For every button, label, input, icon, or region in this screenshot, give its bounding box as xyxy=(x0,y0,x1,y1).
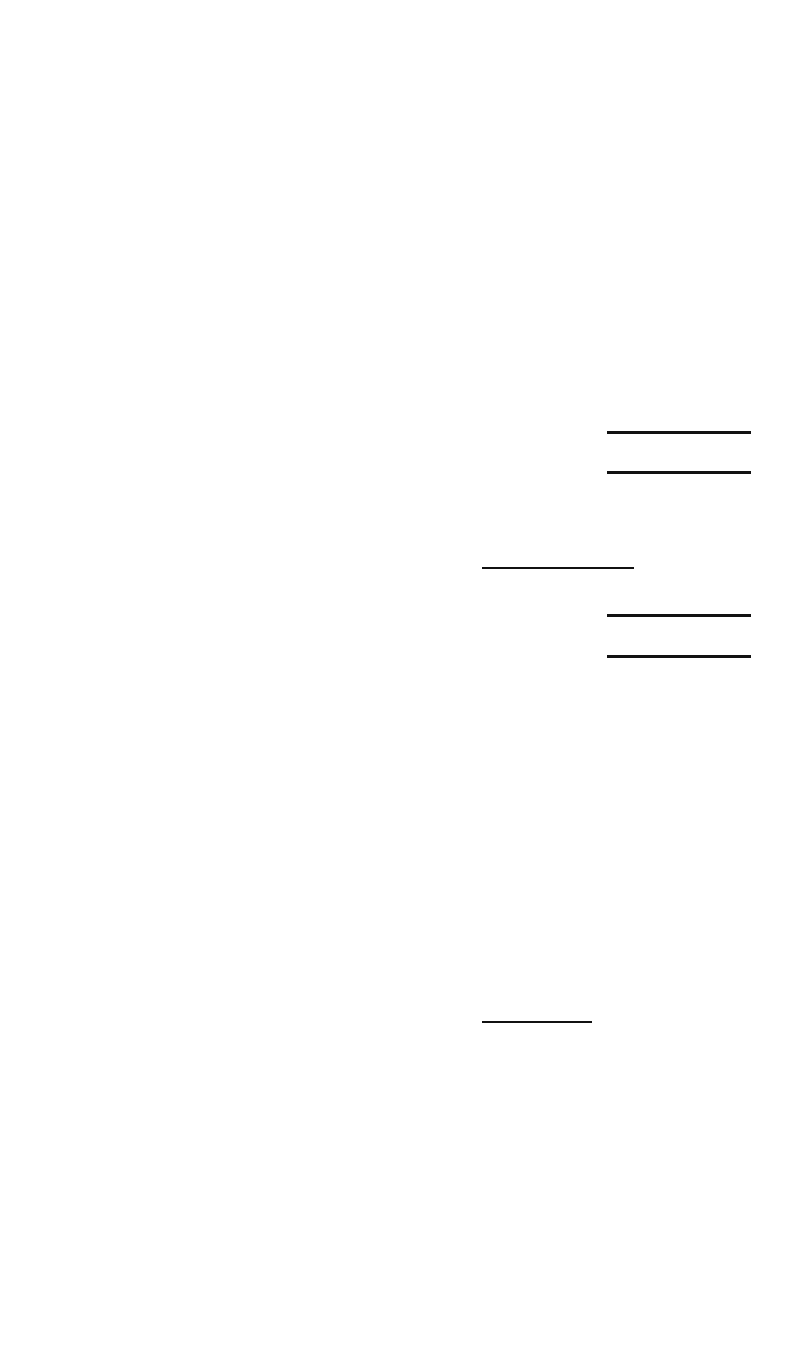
subtotal-rule xyxy=(482,1021,592,1023)
total-rule xyxy=(607,655,751,658)
total-rule xyxy=(607,431,751,434)
total-rule xyxy=(607,614,751,617)
total-rule xyxy=(607,471,751,474)
subtotal-rule xyxy=(482,567,634,569)
